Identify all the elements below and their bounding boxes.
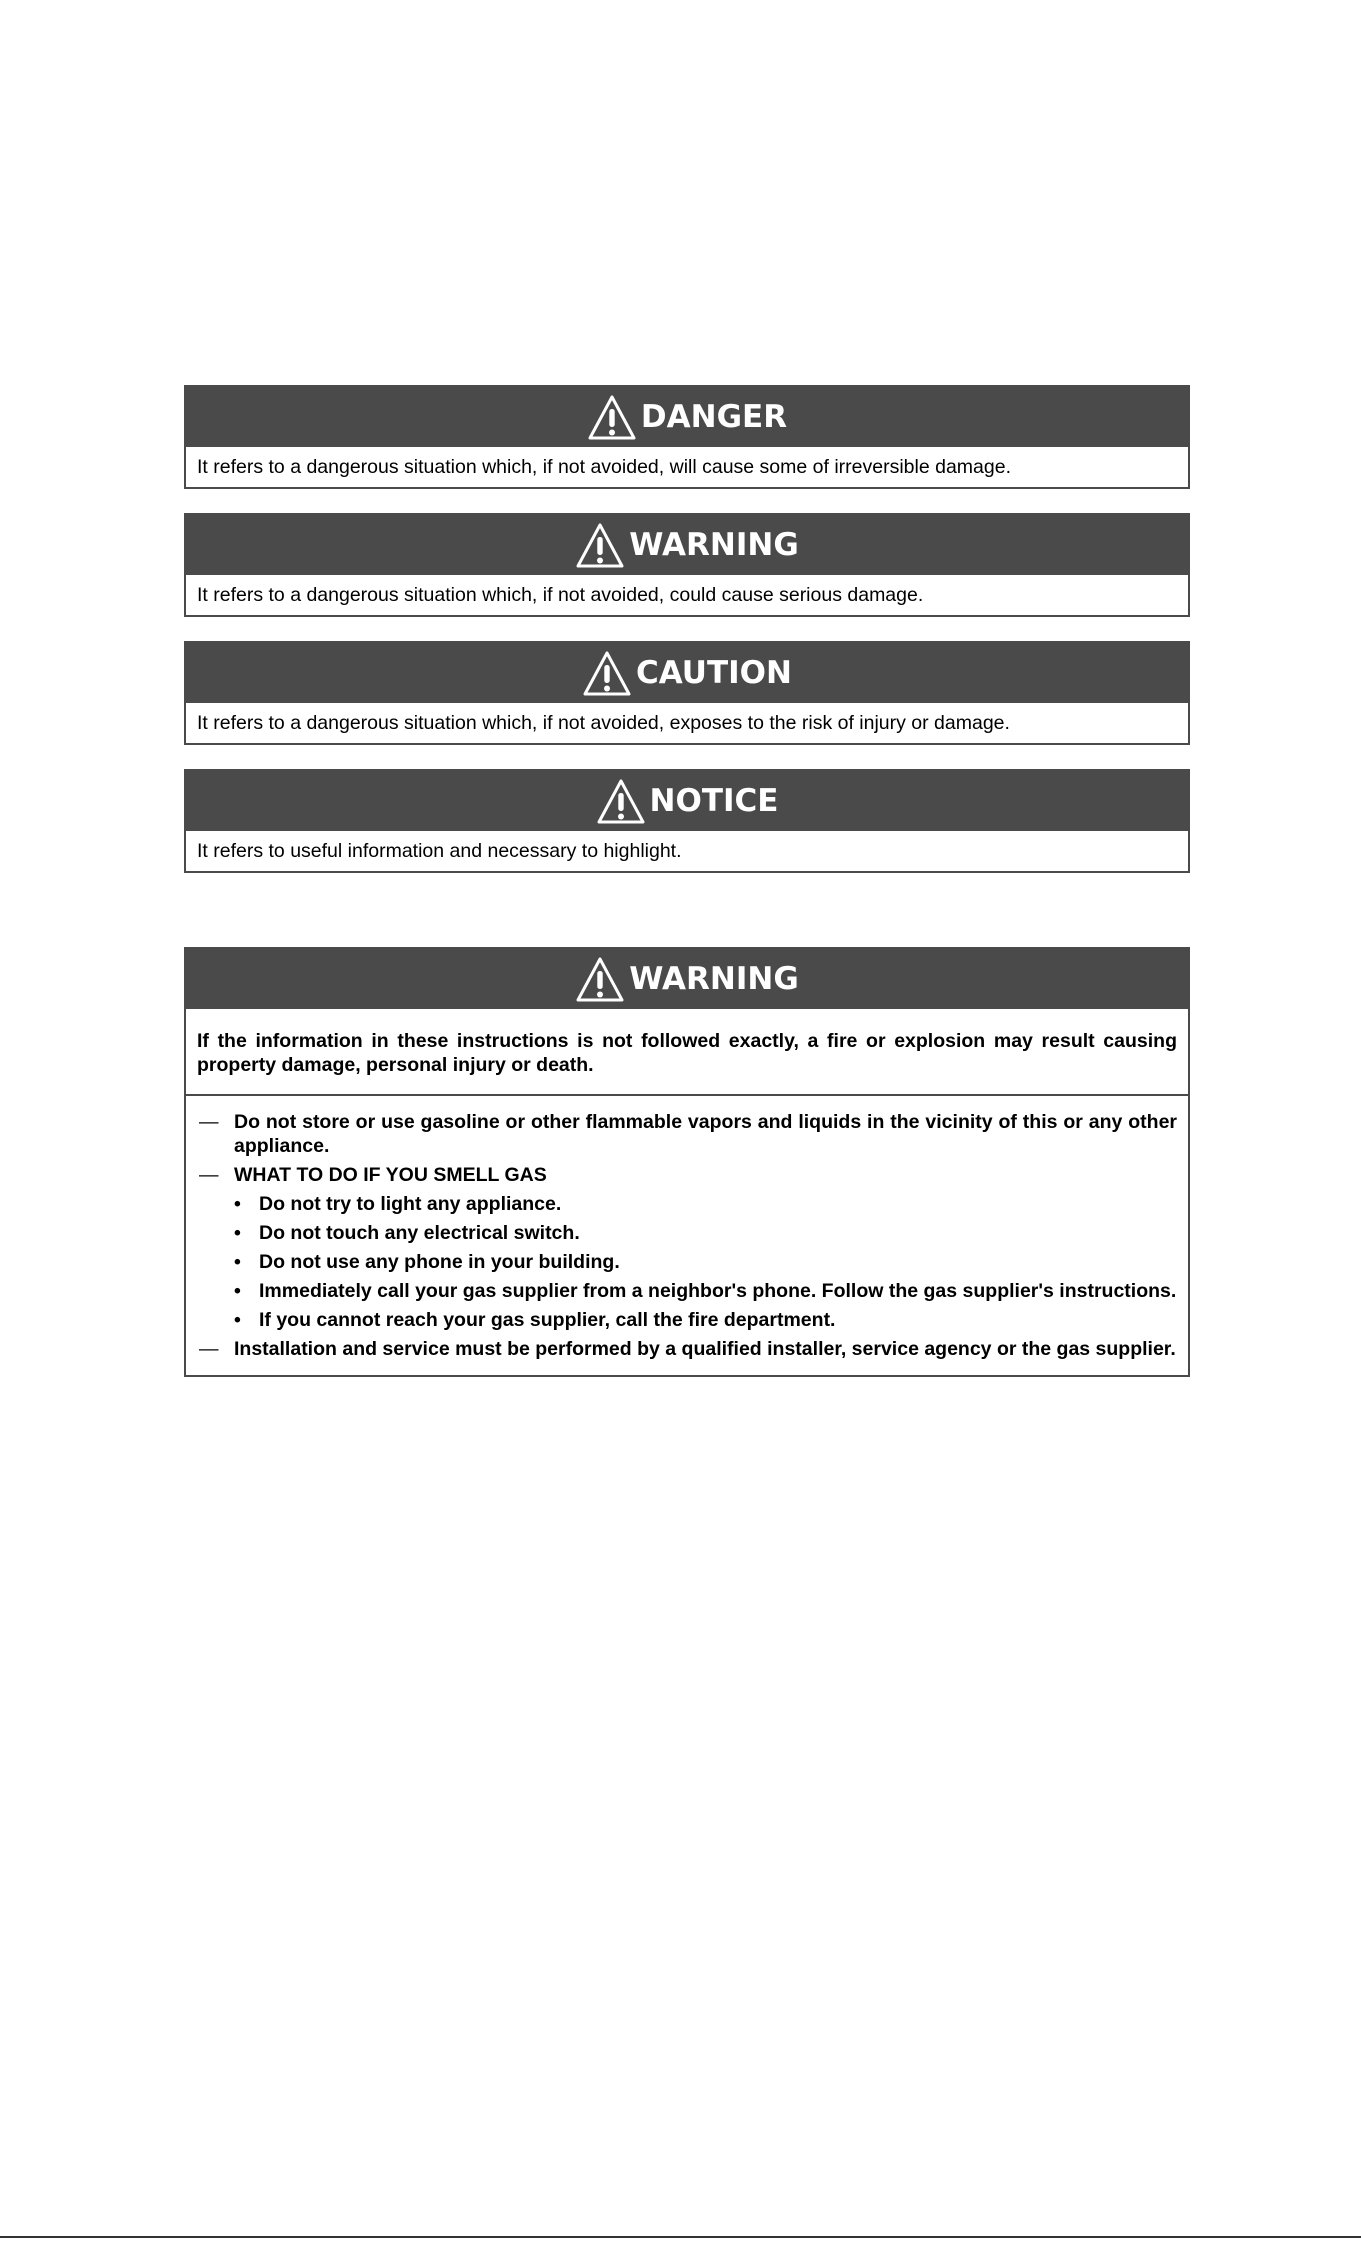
danger-alert-text: It refers to a dangerous situation which, if not avoided, will cause some of irreversible damage. [197, 456, 1012, 478]
notice-alert-header [186, 771, 1188, 831]
dash-marker: — [199, 1164, 219, 1186]
list-item-text: WHAT TO DO IF YOU SMELL GAS [234, 1164, 547, 1186]
list-item [197, 1192, 1177, 1216]
list-item [197, 1110, 1177, 1158]
danger-alert-title: DANGER [640, 399, 788, 435]
warning-alert-title: WARNING [629, 527, 799, 563]
page-bottom-rule [0, 2236, 1361, 2238]
list-item [197, 1163, 1177, 1187]
gas-warning-header [186, 949, 1188, 1009]
bullet-marker: • [234, 1251, 241, 1273]
caution-alert-text: It refers to a dangerous situation which, if not avoided, exposes to the risk of injury or damage. [197, 712, 1010, 734]
list-item-text: Do not use any phone in your building. [259, 1251, 620, 1273]
bullet-marker: • [234, 1280, 241, 1302]
notice-alert-text: It refers to useful information and necessary to highlight. [197, 840, 682, 862]
list-item [197, 1337, 1177, 1361]
warning-triangle-icon [575, 522, 625, 569]
bullet-marker: • [234, 1222, 241, 1244]
notice-alert-title: NOTICE [649, 783, 779, 819]
warning-alert-text: It refers to a dangerous situation which, if not avoided, could cause serious damage. [197, 584, 924, 606]
warning-triangle-icon [587, 394, 637, 441]
list-item-text: Installation and service must be performed by a qualified installer, service agency or the gas supplier. [234, 1338, 1176, 1360]
caution-alert-title: CAUTION [636, 655, 792, 691]
dash-marker: — [199, 1111, 219, 1133]
caution-alert-box [184, 641, 1190, 745]
warning-triangle-icon [575, 956, 625, 1003]
gas-warning-list [186, 1096, 1188, 1375]
list-item [197, 1308, 1177, 1332]
caution-alert-header [186, 643, 1188, 703]
list-item [197, 1279, 1177, 1303]
gas-warning-box [184, 947, 1190, 1377]
list-item-text: Do not touch any electrical switch. [259, 1222, 580, 1244]
gas-warning-intro: If the information in these instructions is not followed exactly, a fire or explosion may result causing property damage, personal injury or death. [186, 1009, 1188, 1096]
warning-alert-header [186, 515, 1188, 575]
warning-alert-box [184, 513, 1190, 617]
list-item [197, 1221, 1177, 1245]
notice-alert-box [184, 769, 1190, 873]
list-item-text: Immediately call your gas supplier from a neighbor's phone. Follow the gas supplier's instructions. [259, 1280, 1177, 1302]
list-item [197, 1250, 1177, 1274]
list-item-text: Do not try to light any appliance. [259, 1193, 562, 1215]
list-item-text: Do not store or use gasoline or other flammable vapors and liquids in the vicinity of this or any other appliance. [234, 1111, 1177, 1157]
danger-alert-box [184, 385, 1190, 489]
dash-marker: — [199, 1338, 219, 1360]
bullet-marker: • [234, 1193, 241, 1215]
list-item-text: If you cannot reach your gas supplier, call the fire department. [259, 1309, 836, 1331]
gas-warning-title: WARNING [629, 961, 799, 997]
warning-triangle-icon [582, 650, 632, 697]
warning-triangle-icon [596, 778, 646, 825]
bullet-marker: • [234, 1309, 241, 1331]
danger-alert-header [186, 387, 1188, 447]
